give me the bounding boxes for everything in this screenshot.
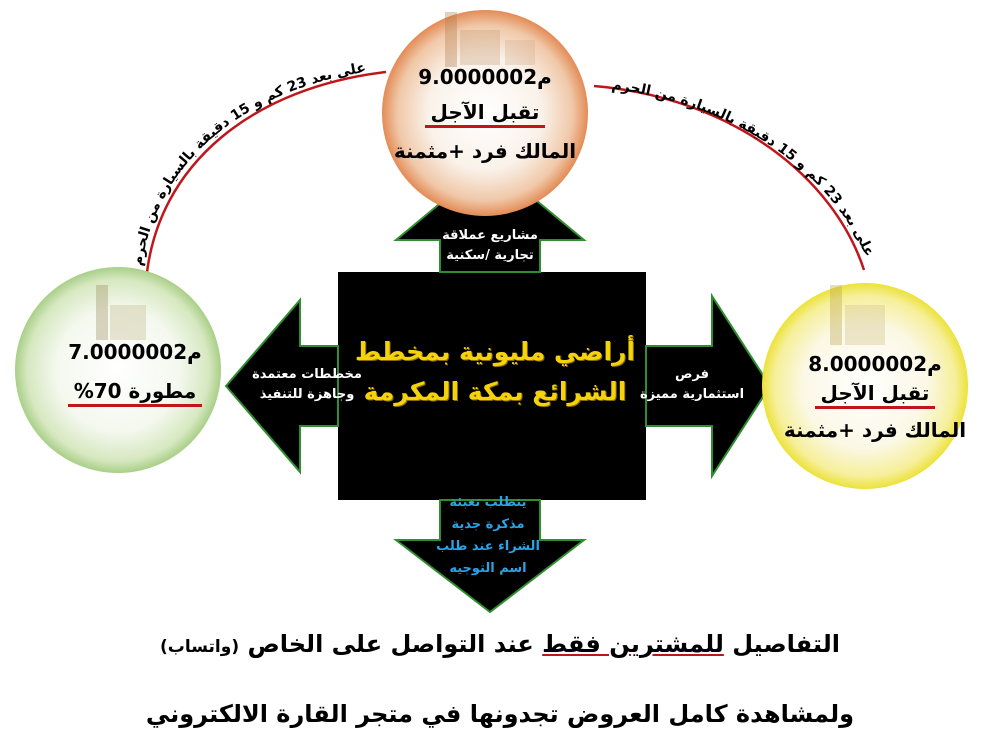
center-headline (340, 332, 650, 412)
bubble-right-owner: المالك فرد +مثمنة (783, 418, 967, 442)
footer-part-b: للمشترين فقط (542, 630, 724, 658)
arrow-bottom-label (408, 492, 568, 580)
bubble-top-price: 9.000000م2 (418, 65, 552, 89)
arrow-right-line-2: استثمارية مميزة (639, 387, 745, 402)
footer-line-1 (0, 630, 1000, 658)
bubble-right-price: 8.000000م2 (808, 352, 942, 376)
center-line-2: الشرائع بمكة المكرمة (363, 377, 627, 406)
footer-part-a: التفاصيل (723, 630, 840, 658)
arrow-right-line-1: فرص (674, 367, 710, 382)
arrow-bottom-line-3: الشراء عند طلب (436, 539, 540, 554)
footer-line-2: ولمشاهدة كامل العروض تجدونها في متجر القارة الالكتروني (145, 700, 855, 728)
bubble-top-content (385, 65, 585, 164)
arrow-top-line-2: تجارية /سكنية (446, 248, 534, 263)
arrow-top-label (410, 226, 570, 266)
bubble-top-owner: المالك فرد +مثمنة (393, 139, 577, 163)
footer-part-c: عند التواصل على الخاص (239, 630, 543, 658)
arrow-left-line-2: وجاهزة للتنفيذ (259, 387, 355, 402)
bubble-left-term: مطورة 70% (68, 378, 203, 407)
bubble-top-term: تقبل الآجل (425, 99, 546, 128)
bubble-left-content (30, 340, 240, 407)
center-line-1: أراضي مليونية بمخطط (355, 337, 635, 366)
arrow-bottom-line-4: اسم التوجيه (449, 561, 527, 576)
arrow-top-line-1: مشاريع عملاقة (442, 228, 538, 243)
arrow-bottom-line-1: يتطلب تعبئة (449, 495, 527, 510)
bubble-right-term: تقبل الآجل (815, 380, 936, 409)
bubble-right-content (770, 352, 980, 443)
footer-part-d: (واتساب) (160, 637, 240, 657)
curve-right-text: على بعد 23 كم و 15 دقيقة بالسيارة من الحرم (610, 77, 878, 260)
arrow-bottom-line-2: مذكرة جدية (451, 517, 525, 532)
curve-left-text: على بعد 23 كم و 15 دقيقة بالسيارة من الحرم (129, 59, 368, 268)
arrow-right-label (622, 365, 762, 405)
arrow-left-line-1: مخططات معتمدة (252, 367, 362, 382)
bubble-left-price: 7.000000م2 (68, 340, 202, 364)
arrow-left-label (232, 365, 382, 405)
